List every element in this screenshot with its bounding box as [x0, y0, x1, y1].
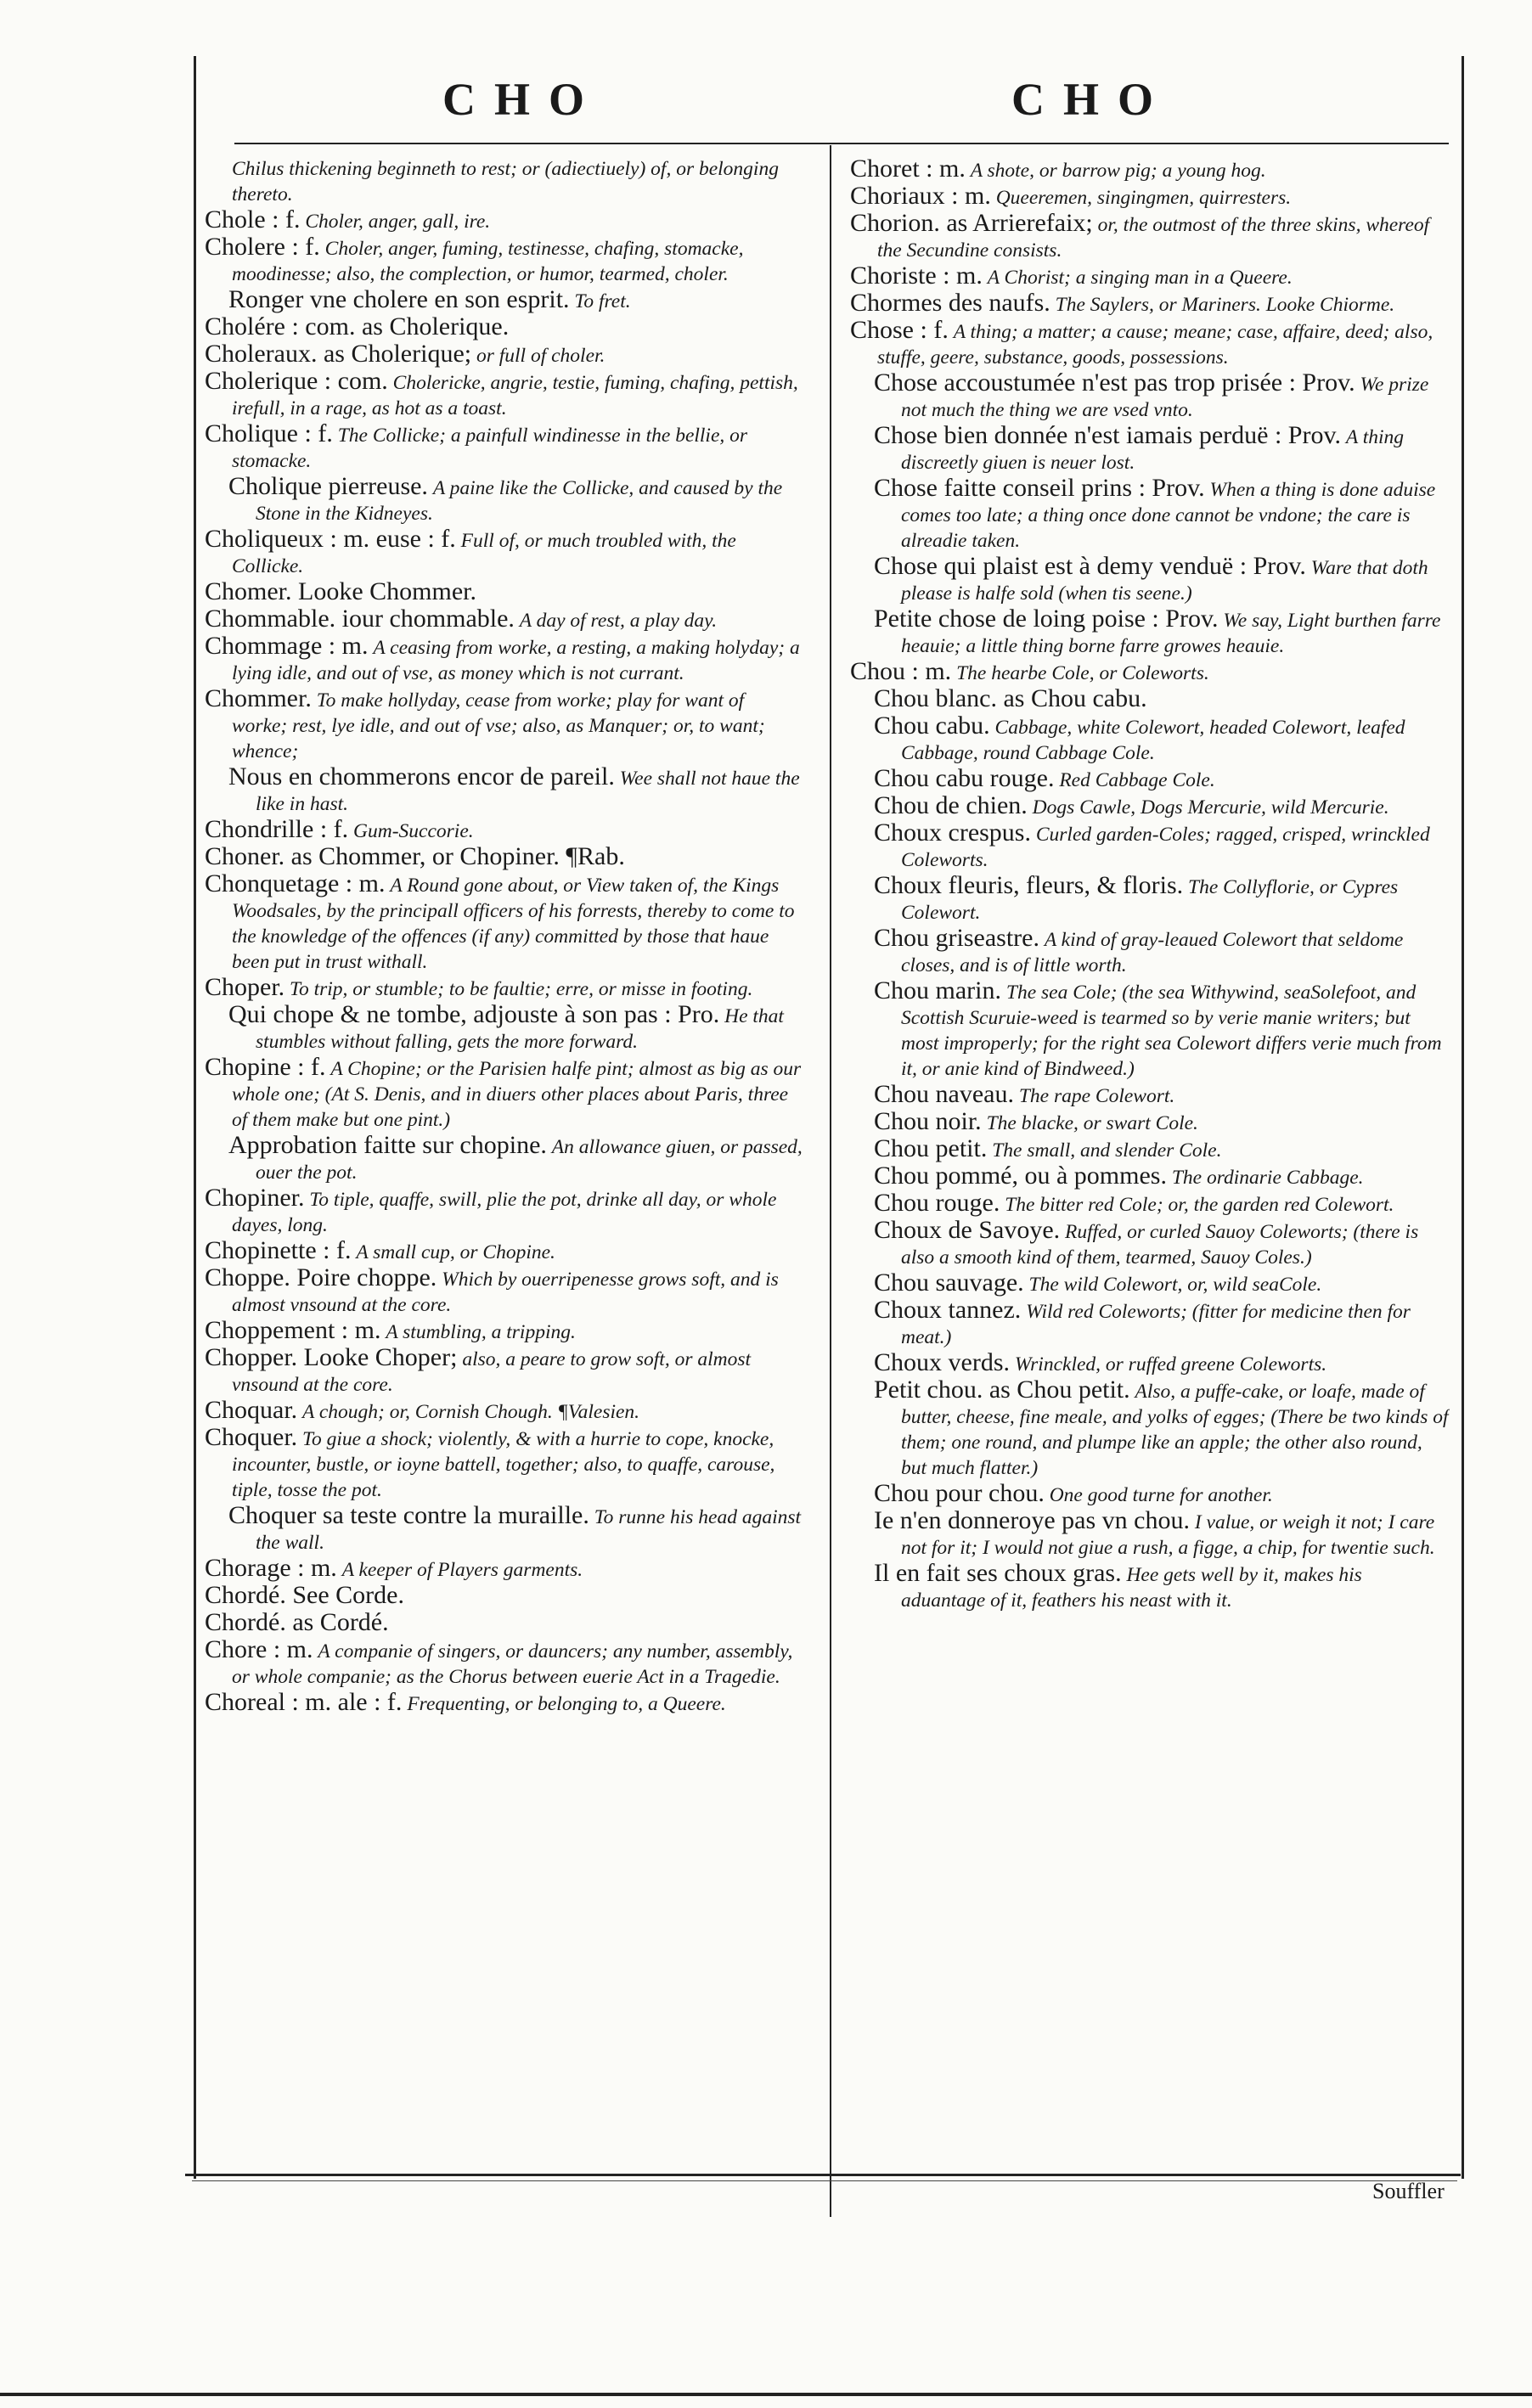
entry-headword: Petite chose de loing poise : Prov.: [874, 605, 1219, 633]
dictionary-entry: [205, 1133, 804, 1185]
dictionary-entry: [850, 978, 1450, 1082]
dictionary-entry: [205, 421, 804, 474]
entry-definition: Ruffed, or curled Sauoy Coleworts; (there is also a smooth kind of them, tearmed, Sauoy Coles.): [901, 1221, 1419, 1269]
entry-definition: Chilus thickening beginneth to rest; or (adiectiuely) of, or belonging thereto.: [232, 158, 779, 205]
entry-headword: Choner. as Chommer, or Chopiner. ¶Rab.: [205, 842, 625, 870]
entry-definition: also, a peare to grow soft, or almost vnsound at the core.: [232, 1348, 752, 1396]
dictionary-entry: [205, 606, 804, 633]
dictionary-entry: [850, 1297, 1450, 1350]
entry-definition: A kind of gray-leaued Colewort that seldome closes, and is of little worth.: [901, 929, 1404, 976]
dictionary-entry: [850, 1270, 1450, 1297]
dictionary-entry: [205, 633, 804, 686]
dictionary-entry: [850, 1190, 1450, 1218]
dictionary-entry: [205, 975, 804, 1002]
entry-headword: Chou pour chou.: [874, 1479, 1045, 1507]
dictionary-entry: [850, 156, 1450, 183]
dictionary-entry: [205, 1002, 804, 1055]
entry-headword: Chordé. See Corde.: [205, 1581, 404, 1609]
entry-definition: The wild Colewort, or, wild seaCole.: [1028, 1274, 1322, 1296]
dictionary-entry: [205, 844, 804, 871]
entry-headword: Chou marin.: [874, 976, 1001, 1004]
dictionary-entry: [205, 1425, 804, 1503]
dictionary-entry: [850, 1561, 1450, 1613]
entry-definition: Queeremen, singingmen, quirresters.: [995, 187, 1292, 209]
entry-headword: Choux tannez.: [874, 1296, 1022, 1324]
entry-headword: Nous en chommerons encor de pareil.: [228, 762, 615, 790]
entry-definition: The blacke, or swart Cole.: [986, 1112, 1198, 1134]
dictionary-entry: [850, 713, 1450, 766]
entry-definition: The hearbe Cole, or Coleworts.: [956, 662, 1209, 684]
dictionary-entry: [850, 263, 1450, 290]
dictionary-entry: [205, 526, 804, 579]
entry-headword: Choliqueux : m. euse : f.: [205, 525, 456, 553]
entry-definition: To runne his head against the wall.: [256, 1506, 802, 1554]
running-header: [196, 65, 1462, 166]
dictionary-entry: [850, 686, 1450, 713]
entry-headword: Choquar.: [205, 1396, 298, 1424]
dictionary-entry: [205, 234, 804, 287]
entry-definition: To make hollyday, cease from worke; play for want of worke; rest, lye idle, and out of vse; also, as Manquer; or, to want; whence;: [232, 689, 765, 762]
entry-definition: Also, a puffe-cake, or loafe, made of butter, cheese, fine meale, and yolks of egges; (There be two kinds of them; one round, and plumpe like an apple; the other also round, but much flatter.): [901, 1381, 1449, 1479]
entry-headword: Choppement : m.: [205, 1316, 381, 1344]
page-edge-rule: [0, 2393, 1532, 2396]
dictionary-entry: [850, 766, 1450, 793]
entry-headword: Cholerique : com.: [205, 367, 388, 395]
entry-headword: Chose : f.: [850, 316, 949, 344]
entry-definition: A day of rest, a play day.: [519, 610, 718, 632]
entry-headword: Chose bien donnée n'est iamais perduë : Prov.: [874, 421, 1342, 449]
entry-definition: A thing; a matter; a cause; meane; case, affaire, deed; also, stuffe, geere, substance, goods, possessions.: [877, 321, 1433, 369]
entry-definition: An allowance giuen, or passed, ouer the pot.: [256, 1136, 803, 1184]
dictionary-entry: [205, 1055, 804, 1133]
entry-headword: Chose qui plaist est à demy venduë : Prov.: [874, 552, 1306, 580]
entry-headword: Choquer sa teste contre la muraille.: [228, 1501, 589, 1529]
dictionary-entry: [850, 1508, 1450, 1561]
entry-definition: We prize not much the thing we are vsed vnto.: [901, 374, 1429, 421]
entry-headword: Chou : m.: [850, 657, 952, 685]
dictionary-entry: [205, 1318, 804, 1345]
dictionary-entry: [850, 659, 1450, 686]
entry-headword: Cholére : com. as Cholerique.: [205, 312, 510, 340]
entry-definition: The Collicke; a painfull windinesse in the bellie, or stomacke.: [232, 425, 748, 472]
entry-definition: Choler, anger, fuming, testinesse, chafing, stomacke, moodinesse; also, the complection, or humor, tearmed, choler.: [232, 238, 744, 285]
entry-definition: I value, or weigh it not; I care not for it; I would not giue a rush, a figge, a chip, for twentie such.: [901, 1511, 1435, 1559]
entry-definition: A ceasing from worke, a resting, a making holyday; a lying idle, and out of vse, as money which is not currant.: [232, 637, 800, 684]
entry-headword: Chou cabu rouge.: [874, 764, 1055, 792]
entry-headword: Choret : m.: [850, 156, 966, 183]
entry-definition: To tiple, quaffe, swill, plie the pot, drinke all day, or whole dayes, long.: [232, 1189, 777, 1236]
dictionary-entry: [205, 287, 804, 314]
entry-headword: Cholique pierreuse.: [228, 472, 428, 500]
dictionary-entry: [850, 370, 1450, 423]
dictionary-entry: [850, 475, 1450, 554]
dictionary-entry: [850, 926, 1450, 978]
entry-headword: Chole : f.: [205, 205, 301, 233]
entry-definition: To giue a shock; violently, & with a hurrie to cope, knocke, incounter, bustle, or ioyne battell, together; also, to quaffe, carouse, tiple, tosse the pot.: [232, 1428, 775, 1501]
dictionary-entry: [850, 1082, 1450, 1109]
entry-definition: The ordinarie Cabbage.: [1171, 1167, 1364, 1189]
bottom-rule: [185, 2174, 1461, 2176]
entry-headword: Chou sauvage.: [874, 1269, 1024, 1297]
dictionary-entry: [850, 318, 1450, 370]
dictionary-entry: [850, 183, 1450, 211]
entry-definition: A Chopine; or the Parisien halfe pint; almost as big as our whole one; (At S. Denis, and in diuers other places about Paris, three of them make but one pint.): [232, 1058, 802, 1131]
entry-headword: Choux crespus.: [874, 819, 1031, 847]
entry-headword: Chou de chien.: [874, 791, 1028, 819]
entry-definition: The small, and slender Cole.: [992, 1139, 1222, 1162]
entry-headword: Choux verds.: [874, 1348, 1010, 1376]
entry-headword: Approbation faitte sur chopine.: [228, 1131, 547, 1159]
entry-definition: A companie of singers, or dauncers; any number, assembly, or whole companie; as the Chorus between euerie Act in a Tragedie.: [232, 1640, 793, 1688]
entry-definition: Gum-Succorie.: [353, 820, 474, 842]
entry-definition: A keeper of Players garments.: [341, 1559, 583, 1581]
dictionary-entry: [850, 873, 1450, 926]
dictionary-entry: [205, 1238, 804, 1265]
entry-headword: Choquer.: [205, 1423, 298, 1451]
entry-headword: Chopinette : f.: [205, 1236, 352, 1264]
entry-headword: Chou griseastre.: [874, 924, 1039, 952]
entry-definition: He that stumbles without falling, gets the more forward.: [256, 1005, 784, 1053]
entry-headword: Choux de Savoye.: [874, 1216, 1061, 1244]
dictionary-entry: [850, 793, 1450, 820]
dictionary-entry: [205, 207, 804, 234]
entry-definition: A small cup, or Chopine.: [356, 1241, 555, 1263]
entry-definition: A chough; or, Cornish Chough. ¶Valesien.: [302, 1401, 640, 1423]
header-left: CHO: [442, 74, 604, 125]
dictionary-entry: [205, 314, 804, 341]
dictionary-entry: [850, 290, 1450, 318]
dictionary-entry: [850, 1109, 1450, 1136]
dictionary-entry: [205, 156, 804, 207]
entry-definition: Red Cabbage Cole.: [1059, 769, 1215, 791]
entry-definition: To fret.: [574, 290, 631, 312]
entry-definition: Frequenting, or belonging to, a Queere.: [407, 1693, 726, 1715]
dictionary-entry: [205, 1345, 804, 1398]
entry-definition: or, the outmost of the three skins, whereof the Secundine consists.: [877, 214, 1430, 262]
entry-headword: Chou naveau.: [874, 1080, 1014, 1108]
entry-headword: Choriste : m.: [850, 262, 983, 290]
entry-definition: The Collyflorie, or Cypres Colewort.: [901, 876, 1399, 924]
entry-headword: Cholere : f.: [205, 233, 320, 261]
entry-headword: Choleraux. as Cholerique;: [205, 340, 472, 368]
entry-definition: A shote, or barrow pig; a young hog.: [970, 160, 1266, 182]
dictionary-entry: [205, 341, 804, 369]
entry-definition: A thing discreetly giuen is neuer lost.: [901, 426, 1405, 474]
entry-definition: A Chorist; a singing man in a Queere.: [987, 267, 1293, 289]
entry-headword: Chose accoustumée n'est pas trop prisée : Prov.: [874, 369, 1355, 397]
entry-definition: A stumbling, a tripping.: [386, 1321, 576, 1343]
dictionary-entry: [205, 1398, 804, 1425]
entry-headword: Chou noir.: [874, 1107, 982, 1135]
entry-headword: Chommage : m.: [205, 632, 369, 660]
entry-definition: When a thing is done aduise comes too late; a thing once done cannot be vndone; the care is alreadie taken.: [901, 479, 1436, 552]
dictionary-entry: [850, 211, 1450, 263]
dictionary-entry: [205, 1503, 804, 1556]
entry-headword: Chou pommé, ou à pommes.: [874, 1162, 1167, 1190]
entry-headword: Chopine : f.: [205, 1053, 326, 1081]
entry-headword: Qui chope & ne tombe, adjouste à son pas : Pro.: [228, 1000, 720, 1028]
entry-headword: Chou blanc. as Chou cabu.: [874, 684, 1147, 712]
dictionary-entry: [850, 1481, 1450, 1508]
entry-headword: Chorion. as Arrierefaix;: [850, 209, 1093, 237]
entry-definition: Cholericke, angrie, testie, fuming, chafing, pettish, irefull, in a rage, as hot as a toast.: [232, 372, 798, 419]
dictionary-entry: [850, 554, 1450, 606]
column-divider: [830, 145, 831, 2217]
dictionary-entry: [205, 1556, 804, 1583]
entry-definition: Wrinckled, or ruffed greene Coleworts.: [1014, 1353, 1327, 1376]
dictionary-entry: [205, 1265, 804, 1318]
entry-definition: Wild red Coleworts; (fitter for medicine then for meat.): [901, 1301, 1411, 1348]
dictionary-page: [194, 56, 1464, 2203]
dictionary-entry: [205, 1610, 804, 1637]
dictionary-entry: [205, 817, 804, 844]
dictionary-entry: [205, 871, 804, 975]
entry-headword: Choper.: [205, 973, 285, 1001]
dictionary-entry: [205, 1637, 804, 1690]
entry-headword: Choux fleuris, fleurs, & floris.: [874, 871, 1184, 899]
entry-definition: A Round gone about, or View taken of, the Kings Woodsales, by the principall officers of his forrests, thereby to come to the knowledge of the offences (if any) committed by those that haue been put in trust withall.: [232, 875, 795, 973]
header-right: CHO: [1011, 74, 1173, 125]
entry-definition: Full of, or much troubled with, the Collicke.: [232, 530, 736, 577]
right-column: [850, 156, 1450, 1613]
entry-headword: Cholique : f.: [205, 419, 333, 447]
dictionary-entry: [850, 1350, 1450, 1377]
entry-definition: Which by ouerripenesse grows soft, and is almost vnsound at the core.: [232, 1269, 779, 1316]
entry-definition: A paine like the Collicke, and caused by the Stone in the Kidneyes.: [256, 477, 783, 525]
entry-definition: Dogs Cawle, Dogs Mercurie, wild Mercurie.: [1032, 796, 1389, 819]
entry-definition: To trip, or stumble; to be faultie; erre, or misse in footing.: [290, 978, 753, 1000]
dictionary-entry: [205, 1185, 804, 1238]
entry-headword: Chommable. iour chommable.: [205, 605, 515, 633]
entry-headword: Choreal : m. ale : f.: [205, 1688, 403, 1716]
entry-headword: Chou cabu.: [874, 712, 990, 740]
entry-definition: Choler, anger, gall, ire.: [305, 211, 491, 233]
entry-definition: The sea Cole; (the sea Withywind, seaSolefoot, and Scottish Scuruie-weed is tearmed so by verie manie writers; but most improperly; for the right sea Colewort differs verie much from it, or anie kind of Bindweed.): [901, 982, 1442, 1080]
entry-headword: Chonquetage : m.: [205, 869, 386, 897]
entry-headword: Il en fait ses choux gras.: [874, 1559, 1122, 1587]
dictionary-entry: [205, 1583, 804, 1610]
entry-headword: Chomer. Looke Chommer.: [205, 577, 476, 605]
entry-definition: or full of choler.: [476, 345, 605, 367]
entry-headword: Chopiner.: [205, 1184, 305, 1212]
bottom-rule-thin: [192, 2180, 1457, 2181]
entry-headword: Chopper. Looke Choper;: [205, 1343, 458, 1371]
entry-definition: The bitter red Cole; or, the garden red Colewort.: [1005, 1194, 1394, 1216]
dictionary-entry: [850, 1218, 1450, 1270]
entry-headword: Chou petit.: [874, 1134, 988, 1162]
entry-definition: The Saylers, or Mariners. Looke Chiorme.: [1055, 294, 1395, 316]
dictionary-entry: [850, 820, 1450, 873]
dictionary-entry: [205, 764, 804, 817]
entry-definition: Hee gets well by it, makes his aduantage of it, feathers his neast with it.: [901, 1564, 1362, 1612]
entry-definition: We say, Light burthen farre heauie; a little thing borne farre growes heauie.: [901, 610, 1441, 657]
dictionary-entry: [205, 474, 804, 526]
dictionary-entry: [850, 606, 1450, 659]
left-column: [205, 156, 804, 1717]
dictionary-entry: [850, 1377, 1450, 1481]
dictionary-entry: [850, 423, 1450, 475]
entry-headword: Ronger vne cholere en son esprit.: [228, 285, 570, 313]
entry-headword: Chou rouge.: [874, 1189, 1000, 1217]
header-rule: [234, 143, 1449, 144]
entry-definition: Wee shall not haue the like in hast.: [256, 768, 800, 815]
entry-headword: Chormes des naufs.: [850, 289, 1050, 317]
dictionary-entry: [205, 369, 804, 421]
dictionary-entry: [205, 686, 804, 764]
entry-headword: Choriaux : m.: [850, 182, 991, 210]
entry-headword: Choppe. Poire choppe.: [205, 1263, 437, 1291]
entry-definition: One good turne for another.: [1049, 1484, 1273, 1506]
dictionary-entry: [850, 1163, 1450, 1190]
entry-headword: Chommer.: [205, 684, 312, 712]
dictionary-entry: [205, 579, 804, 606]
entry-definition: Cabbage, white Colewort, headed Colewort, leafed Cabbage, round Cabbage Cole.: [901, 717, 1405, 764]
entry-headword: Ie n'en donneroye pas vn chou.: [874, 1506, 1190, 1534]
entry-headword: Chose faitte conseil prins : Prov.: [874, 474, 1205, 502]
entry-headword: Chorage : m.: [205, 1554, 337, 1582]
entry-headword: Chondrille : f.: [205, 815, 349, 843]
catchword: Souffler: [1372, 2179, 1445, 2203]
entry-headword: Petit chou. as Chou petit.: [874, 1376, 1130, 1404]
entry-definition: Ware that doth please is halfe sold (when tis seene.): [901, 557, 1428, 605]
dictionary-entry: [850, 1136, 1450, 1163]
entry-definition: The rape Colewort.: [1018, 1085, 1175, 1107]
entry-headword: Chordé. as Cordé.: [205, 1608, 389, 1636]
entry-headword: Chore : m.: [205, 1635, 313, 1663]
dictionary-entry: [205, 1690, 804, 1717]
entry-definition: Curled garden-Coles; ragged, crisped, wrinckled Coleworts.: [901, 824, 1430, 871]
